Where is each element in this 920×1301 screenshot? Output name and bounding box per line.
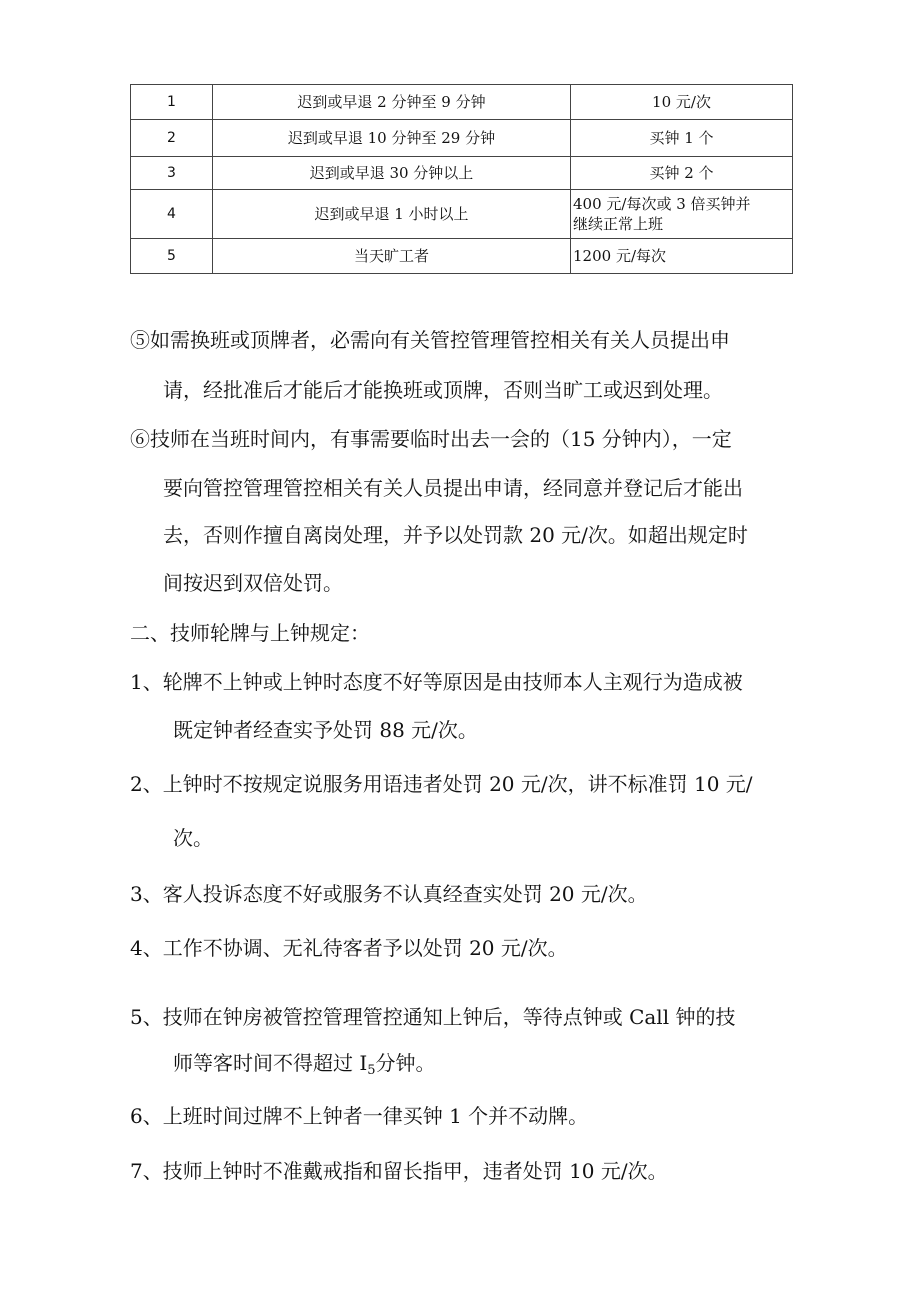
subscript-digit: 5	[367, 1063, 376, 1078]
row-number: 5	[131, 239, 213, 274]
penalty-amount: 买钟 2 个	[571, 157, 793, 190]
penalty-line: 400 元/每次或 3 倍买钟并	[573, 195, 751, 213]
paragraph-line: 去，否则作擅自离岗处理，并予以处罚款 20 元/次。如超出规定时	[163, 523, 748, 547]
penalty-line: 继续正常上班	[573, 215, 664, 233]
list-item: 2、上钟时不按规定说服务用语违者处罚 20 元/次，讲不标准罚 10 元/	[130, 772, 753, 796]
violation-description: 迟到或早退 2 分钟至 9 分钟	[213, 85, 571, 120]
section-heading: 二、技师轮牌与上钟规定：	[130, 621, 370, 645]
table-row	[131, 190, 793, 239]
penalty-table	[130, 84, 793, 274]
paragraph-line: 要向管控管理管控相关有关人员提出申请，经同意并登记后才能出	[163, 476, 743, 500]
list-item: 3、客人投诉态度不好或服务不认真经查实处罚 20 元/次。	[130, 882, 648, 906]
penalty-amount	[571, 190, 793, 239]
paragraph-line: 间按迟到双倍处罚。	[163, 571, 343, 595]
table-row	[131, 85, 793, 120]
penalty-amount: 10 元/次	[571, 85, 793, 120]
violation-description: 当天旷工者	[213, 239, 571, 274]
list-item: 7、技师上钟时不准戴戒指和留长指甲，违者处罚 10 元/次。	[130, 1159, 668, 1183]
paragraph-line: 请，经批准后才能后才能换班或顶牌，否则当旷工或迟到处理。	[163, 378, 723, 402]
table-row	[131, 120, 793, 157]
list-item-continuation	[173, 1049, 436, 1085]
text-run: 分钟。	[375, 1051, 436, 1075]
penalty-amount: 买钟 1 个	[571, 120, 793, 157]
row-number: 1	[131, 85, 213, 120]
list-item: 5、技师在钟房被管控管理管控通知上钟后，等待点钟或 Call 钟的技	[130, 1005, 736, 1029]
list-item: 4、工作不协调、无礼待客者予以处罚 20 元/次。	[130, 936, 568, 960]
row-number: 3	[131, 157, 213, 190]
table-row	[131, 239, 793, 274]
violation-description: 迟到或早退 30 分钟以上	[213, 157, 571, 190]
list-item-continuation: 次。	[173, 826, 213, 850]
text-run: 师等客时间不得超过 I	[173, 1051, 368, 1075]
row-number: 4	[131, 190, 213, 239]
table-row	[131, 157, 793, 190]
list-item-continuation: 既定钟者经查实予处罚 88 元/次。	[173, 718, 478, 742]
list-item: 6、上班时间过牌不上钟者一律买钟 1 个并不动牌。	[130, 1104, 589, 1128]
list-item: 1、轮牌不上钟或上钟时态度不好等原因是由技师本人主观行为造成被	[130, 670, 743, 694]
violation-description: 迟到或早退 1 小时以上	[213, 190, 571, 239]
paragraph-line: ⑥技师在当班时间内，有事需要临时出去一会的（15 分钟内），一定	[130, 427, 732, 451]
row-number: 2	[131, 120, 213, 157]
paragraph-line: ⑤如需换班或顶牌者，必需向有关管控管理管控相关有关人员提出申	[130, 328, 730, 352]
violation-description: 迟到或早退 10 分钟至 29 分钟	[213, 120, 571, 157]
penalty-amount: 1200 元/每次	[571, 239, 793, 274]
